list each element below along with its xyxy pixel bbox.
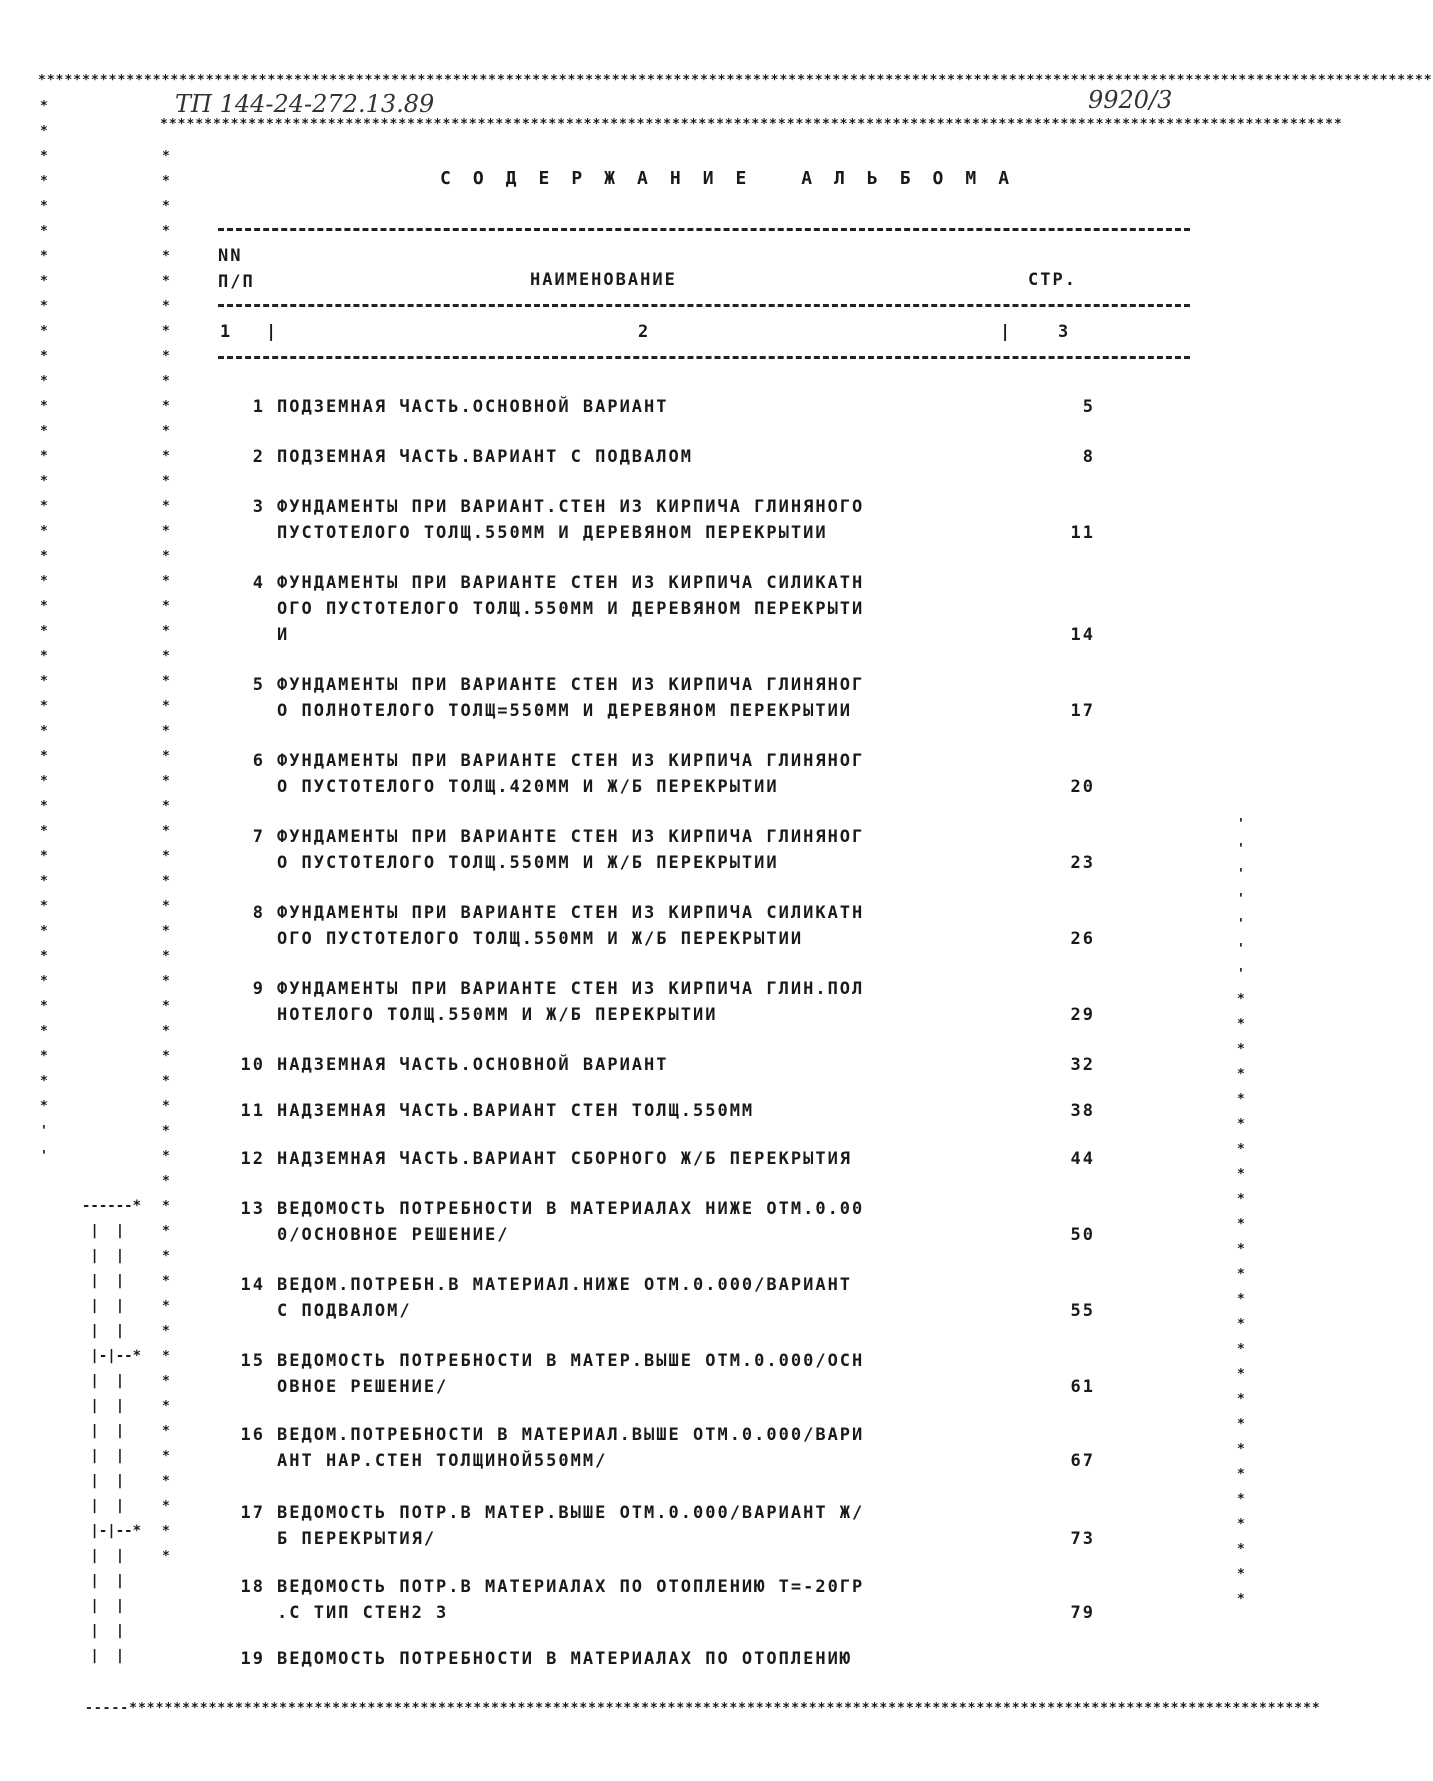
row-number: 11 <box>240 1101 265 1121</box>
row-page: 55 <box>1070 1301 1095 1321</box>
row-page: 23 <box>1070 853 1095 873</box>
row-page: 32 <box>1070 1055 1095 1075</box>
row-name: ФУНДАМЕНТЫ ПРИ ВАРИАНТЕ СТЕН ИЗ КИРПИЧА СИЛИКАТН ОГО ПУСТОТЕЛОГО ТОЛЩ.550ММ И Ж/Б ПЕРЕКРЫТИИ <box>277 903 865 949</box>
row-name: ФУНДАМЕНТЫ ПРИ ВАРИАНТЕ СТЕН ИЗ КИРПИЧА ГЛИНЯНОГ О ПУСТОТЕЛОГО ТОЛЩ.550ММ И Ж/Б ПЕРЕКРЫТИИ <box>277 827 865 873</box>
row-number: 18 <box>240 1577 265 1597</box>
row-number: 15 <box>240 1351 265 1371</box>
row-name: ПОДЗЕМНАЯ ЧАСТЬ.ОСНОВНОЙ ВАРИАНТ <box>277 397 669 417</box>
row-page: 20 <box>1070 777 1095 797</box>
row-name: ФУНДАМЕНТЫ ПРИ ВАРИАНТЕ СТЕН ИЗ КИРПИЧА ГЛИНЯНОГ О ПОЛНОТЕЛОГО ТОЛЩ=550ММ И ДЕРЕВЯНОМ ПЕРЕКРЫТИИ <box>277 675 865 721</box>
col-page-header: СТР. <box>1028 270 1077 290</box>
top-star-border: ************************************************************************************************************************************************************** <box>38 73 1433 88</box>
col-index-2: 2 <box>638 322 651 342</box>
col-index-sep-2: | <box>1000 322 1013 342</box>
row-page: 17 <box>1070 701 1095 721</box>
row-page: 14 <box>1070 625 1095 645</box>
row-page: 26 <box>1070 929 1095 949</box>
row-page: 8 <box>1082 447 1095 467</box>
row-page: 44 <box>1070 1149 1095 1169</box>
bottom-star-border: -----*************************************************************************************************************************************** <box>85 1701 1321 1716</box>
col-name-header: НАИМЕНОВАНИЕ <box>530 270 677 290</box>
row-name: ФУНДАМЕНТЫ ПРИ ВАРИАНТЕ СТЕН ИЗ КИРПИЧА ГЛИН.ПОЛ НОТЕЛОГО ТОЛЩ.550ММ И Ж/Б ПЕРЕКРЫТИИ <box>277 979 865 1025</box>
page-title: СОДЕРЖАНИЕ АЛЬБОМА <box>440 168 1032 189</box>
row-name: ВЕДОМОСТЬ ПОТРЕБНОСТИ В МАТЕР.ВЫШЕ ОТМ.0.000/ОСН ОВНОЕ РЕШЕНИЕ/ <box>277 1351 865 1397</box>
row-number: 14 <box>240 1275 265 1295</box>
row-name: НАДЗЕМНАЯ ЧАСТЬ.ВАРИАНТ СТЕН ТОЛЩ.550ММ <box>277 1101 755 1121</box>
header-mid-rule <box>218 304 1190 307</box>
row-name: НАДЗЕМНАЯ ЧАСТЬ.ВАРИАНТ СБОРНОГО Ж/Б ПЕРЕКРЫТИЯ <box>277 1149 853 1169</box>
row-name: ПОДЗЕМНАЯ ЧАСТЬ.ВАРИАНТ С ПОДВАЛОМ <box>277 447 693 467</box>
doc-code: ТП 144-24-272.13.89 <box>175 90 435 118</box>
row-name: ФУНДАМЕНТЫ ПРИ ВАРИАНТЕ СТЕН ИЗ КИРПИЧА СИЛИКАТН ОГО ПУСТОТЕЛОГО ТОЛЩ.550ММ И ДЕРЕВЯНОМ ПЕРЕКРЫТИ И <box>277 573 865 645</box>
row-number: 1 <box>252 397 265 417</box>
row-page: 79 <box>1070 1603 1095 1623</box>
col-index-1: 1 <box>220 322 233 342</box>
row-page: 73 <box>1070 1529 1095 1549</box>
header-top-rule <box>218 228 1190 231</box>
row-number: 12 <box>240 1149 265 1169</box>
row-page: 11 <box>1070 523 1095 543</box>
row-number: 2 <box>252 447 265 467</box>
row-page: 50 <box>1070 1225 1095 1245</box>
row-number: 4 <box>252 573 265 593</box>
row-number: 6 <box>252 751 265 771</box>
row-number: 7 <box>252 827 265 847</box>
col-index-3: 3 <box>1058 322 1071 342</box>
row-name: ФУНДАМЕНТЫ ПРИ ВАРИАНТЕ СТЕН ИЗ КИРПИЧА ГЛИНЯНОГ О ПУСТОТЕЛОГО ТОЛЩ.420ММ И Ж/Б ПЕРЕКРЫТИИ <box>277 751 865 797</box>
col-number-header-line1: NN <box>218 246 243 266</box>
row-name: ВЕДОМ.ПОТРЕБН.В МАТЕРИАЛ.НИЖЕ ОТМ.0.000/ВАРИАНТ С ПОДВАЛОМ/ <box>277 1275 853 1321</box>
row-page: 5 <box>1082 397 1095 417</box>
row-page: 61 <box>1070 1377 1095 1397</box>
row-number: 19 <box>240 1649 265 1669</box>
left-outer-star-column: * * * * * * * * * * * * * * * * * * * * * * * * * * * * * * * * * * * * * * * * * ' ' <box>40 99 48 1164</box>
row-number: 5 <box>252 675 265 695</box>
header-star-border: ************************************************************************************************************************************** <box>160 117 1343 132</box>
header-bottom-rule <box>218 356 1190 359</box>
row-number: 3 <box>252 497 265 517</box>
row-number: 10 <box>240 1055 265 1075</box>
row-name: ВЕДОМОСТЬ ПОТР.В МАТЕР.ВЫШЕ ОТМ.0.000/ВАРИАНТ Ж/ Б ПЕРЕКРЫТИЯ/ <box>277 1503 865 1549</box>
row-name: НАДЗЕМНАЯ ЧАСТЬ.ОСНОВНОЙ ВАРИАНТ <box>277 1055 669 1075</box>
row-page: 38 <box>1070 1101 1095 1121</box>
row-number: 17 <box>240 1503 265 1523</box>
row-number: 16 <box>240 1425 265 1445</box>
left-frame-marks: ------* | | | | | | | | | | |-|--* | | | | | | | | | | | | |-|--* | | | | | | | | | | <box>82 1198 142 1664</box>
row-name: ВЕДОМОСТЬ ПОТР.В МАТЕРИАЛАХ ПО ОТОПЛЕНИЮ Т=-20ГР .С ТИП СТЕН2 3 <box>277 1577 865 1623</box>
row-name: ВЕДОМОСТЬ ПОТРЕБНОСТИ В МАТЕРИАЛАХ НИЖЕ ОТМ.0.00 0/ОСНОВНОЕ РЕШЕНИЕ/ <box>277 1199 865 1245</box>
row-number: 13 <box>240 1199 265 1219</box>
row-number: 9 <box>252 979 265 999</box>
row-page: 67 <box>1070 1451 1095 1471</box>
row-name: ВЕДОМОСТЬ ПОТРЕБНОСТИ В МАТЕРИАЛАХ ПО ОТОПЛЕНИЮ <box>277 1649 853 1669</box>
left-inner-star-column: * * * * * * * * * * * * * * * * * * * * * * * * * * * * * * * * * * * * * * * * * * * * * * * * * * * * * * * * * <box>162 149 170 1564</box>
sheet-code: 9920/3 <box>1088 86 1173 114</box>
right-star-column: ' ' ' ' ' ' ' * * * * * * * * * * * * * * * * * * * * * * * * * <box>1237 817 1245 1607</box>
row-name: ВЕДОМ.ПОТРЕБНОСТИ В МАТЕРИАЛ.ВЫШЕ ОТМ.0.000/ВАРИ АНТ НАР.СТЕН ТОЛЩИНОЙ550ММ/ <box>277 1425 865 1471</box>
row-name: ФУНДАМЕНТЫ ПРИ ВАРИАНТ.СТЕН ИЗ КИРПИЧА ГЛИНЯНОГО ПУСТОТЕЛОГО ТОЛЩ.550ММ И ДЕРЕВЯНОМ ПЕРЕКРЫТИИ <box>277 497 865 543</box>
row-page: 29 <box>1070 1005 1095 1025</box>
col-index-sep-1: | <box>266 322 279 342</box>
col-number-header-line2: П/П <box>218 272 255 292</box>
row-number: 8 <box>252 903 265 923</box>
